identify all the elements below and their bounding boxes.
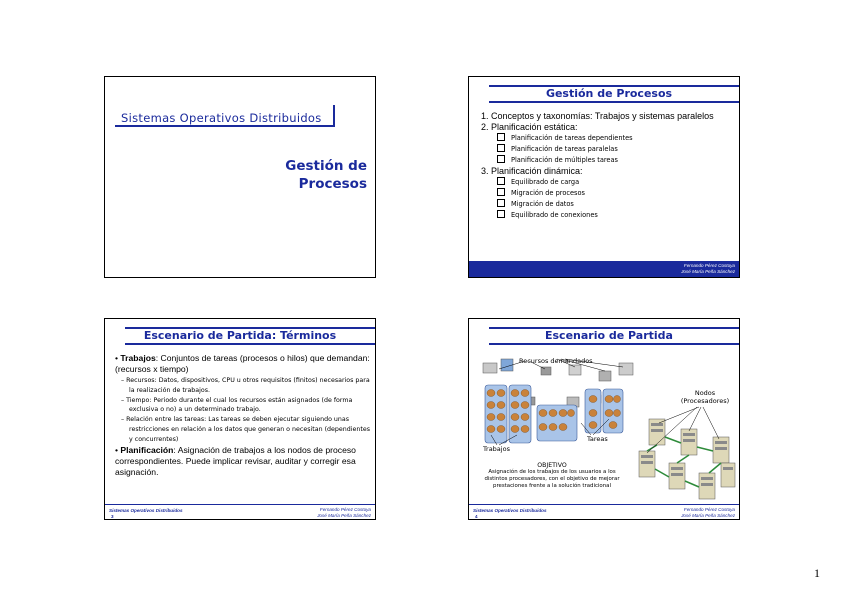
footer-course: Sistemas Operativos Distribuidos <box>109 508 183 513</box>
server-node <box>699 473 715 499</box>
footer-authors: Fernando Pérez Costoya José María Peña Sánchez <box>681 263 735 274</box>
dash-item: – Recursos: Datos, dispositivos, CPU u otros requisitos (finitos) necesarios para la realización de trabajos. <box>121 377 370 394</box>
topic-list <box>481 111 714 221</box>
checkbox-icon <box>497 177 505 185</box>
slide-number: 4 <box>475 514 478 519</box>
list-item: 1. Conceptos y taxonomías: Trabajos y sistemas paralelos <box>481 111 714 121</box>
sub-item: Planificación de múltiples tareas <box>481 155 714 166</box>
footer-authors: Fernando Pérez Costoya José María Peña Sánchez <box>681 507 735 518</box>
server-node <box>649 419 665 445</box>
slide-1 <box>104 76 376 278</box>
checkbox-icon <box>497 210 505 218</box>
title-rule-bottom <box>489 101 739 103</box>
slide-4-title: Escenario de Partida <box>545 329 673 342</box>
slide-4 <box>468 318 740 520</box>
server-node <box>669 463 685 489</box>
label-tareas: Tareas <box>587 435 608 443</box>
label-recursos: Recursos demandados <box>519 357 593 365</box>
sub-item: Equilibrado de conexiones <box>481 210 714 221</box>
checkbox-icon <box>497 155 505 163</box>
slide-3-title: Escenario de Partida: Términos <box>143 329 337 342</box>
dash-item: – Tiempo: Periodo durante el cual los recursos están asignados (de forma exclusiva o no) a un determinado trabajo. <box>121 396 353 414</box>
label-nodos: Nodos (Procesadores) <box>680 389 730 405</box>
sub-item: Planificación de tareas paralelas <box>481 144 714 155</box>
sub-item: Migración de datos <box>481 199 714 210</box>
checkbox-icon <box>497 144 505 152</box>
title-rule-vertical <box>333 105 335 127</box>
list-item: 3. Planificación dinámica: <box>481 166 583 176</box>
slide-2 <box>468 76 740 278</box>
server-node <box>681 429 697 455</box>
sub-item: Migración de procesos <box>481 188 714 199</box>
server-node <box>713 437 729 463</box>
slide-2-title: Gestión de Procesos <box>545 87 673 100</box>
footer-rule <box>105 504 375 505</box>
footer-rule <box>469 504 739 505</box>
slide-3-body <box>115 353 371 479</box>
sub-item: Equilibrado de carga <box>481 177 714 188</box>
server-node <box>639 451 655 477</box>
checkbox-icon <box>497 133 505 141</box>
bullet-trabajos: • Trabajos: Conjuntos de tareas (procesos o hilos) que demandan: (recursos x tiempo) <box>115 353 370 374</box>
checkbox-icon <box>497 188 505 196</box>
objective-note: OBJETIVO Asignación de los trabajos de los usuarios a los distintos procesadores, con el objetivo de mejorar prestaciones frente a la solución tradicional <box>484 462 620 489</box>
footer-authors: Fernando Pérez Costoya José María Peña Sánchez <box>317 507 371 518</box>
checkbox-icon <box>497 199 505 207</box>
sub-item: Planificación de tareas dependientes <box>481 133 714 144</box>
dash-item: – Relación entre las tareas: Las tareas se deben ejecutar siguiendo unas restricciones en relación a los datos que generan o necesitan (dependientes y concurrentes) <box>121 416 371 443</box>
slide-1-title: Sistemas Operativos Distribuidos <box>121 111 322 125</box>
server-node <box>721 463 735 487</box>
title-rule-bottom <box>125 343 375 345</box>
footer-course: Sistemas Operativos Distribuidos <box>473 508 547 513</box>
title-underline <box>115 125 333 127</box>
slide-3 <box>104 318 376 520</box>
label-trabajos: Trabajos <box>483 445 510 453</box>
bullet-planificacion: • Planificación: Asignación de trabajos a los nodos de proceso correspondientes. Puede implicar revisar, auditar y corregir esa asignación. <box>115 444 356 477</box>
processor-nodes <box>639 419 735 499</box>
page-number: 1 <box>814 566 820 580</box>
slide-1-subtitle: Gestión de Procesos <box>285 158 367 192</box>
slide-number: 3 <box>111 514 114 519</box>
list-item: 2. Planificación estática: <box>481 122 578 132</box>
